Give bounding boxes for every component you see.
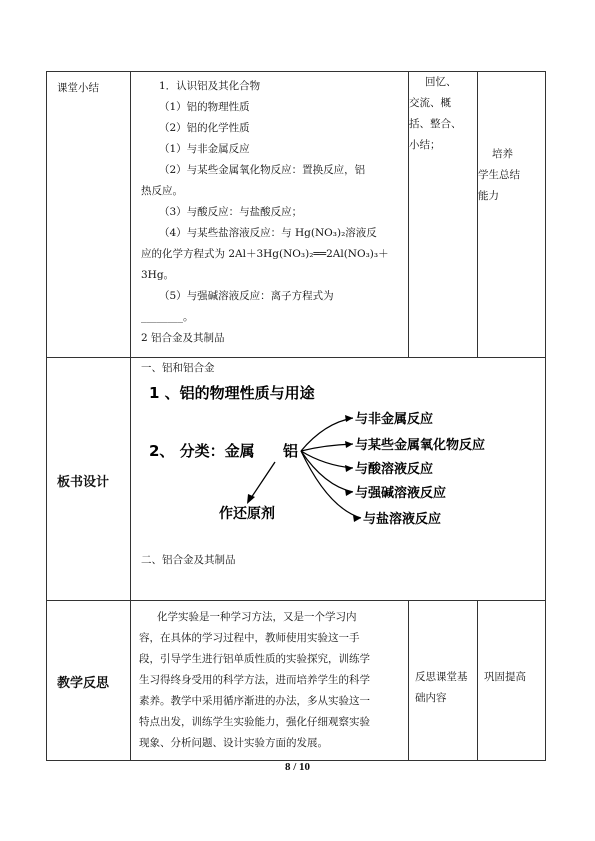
summary-goal [478, 72, 546, 358]
reflection-line: 现象、分析问题、设计实验方面的发展。 [139, 737, 328, 749]
reflection-line: 特点出发，训练学生实验能力，强化仔细观察实验 [139, 716, 370, 728]
reflection-line: 化学实验是一种学习方法，又是一个学习内 [157, 611, 357, 623]
activity-line: 础内容 [415, 691, 447, 704]
branch-line [301, 444, 353, 451]
arrow-reducer [251, 462, 275, 498]
goal-line: 学生总结 [478, 169, 520, 181]
reflection-line: 素养。教学中采用循序渐进的办法，多从实验这一 [139, 695, 370, 707]
summary-line: （2）与某些金属氧化物反应：置换反应，铝 [159, 164, 366, 176]
branch-line [301, 451, 353, 492]
arrow-head-reducer [247, 494, 255, 504]
branch-label: 与强碱溶液反应 [355, 486, 447, 501]
summary-header: 课堂小结 [47, 72, 131, 358]
reflection-row [47, 601, 546, 761]
board-header: 板书设计 [47, 358, 131, 601]
reflection-content [131, 601, 409, 761]
branch-arrow-head [345, 415, 353, 422]
summary-line: （1）与非金属反应 [159, 143, 250, 155]
reflection-header: 教学反思 [47, 601, 131, 761]
activity-line: 括、整合、 [409, 118, 462, 130]
board-diagram [131, 358, 545, 600]
summary-line: ________。 [141, 311, 194, 323]
branch-arrow-head [345, 489, 353, 496]
branch-label: 与某些金属氧化物反应 [355, 438, 486, 453]
branch-arrow-head [345, 465, 353, 472]
activity-line: 反思课堂基 [415, 670, 468, 683]
branch-arrow-head [345, 441, 353, 448]
branch-label: 与酸溶液反应 [355, 462, 434, 477]
branch-group [301, 411, 485, 527]
activity-line: 交流、概 [409, 97, 451, 109]
summary-row [47, 72, 546, 358]
goal-line: 巩固提高 [484, 671, 526, 683]
summary-line: 3Hg。 [141, 269, 175, 281]
branch-line [301, 451, 361, 518]
summary-activity [409, 72, 478, 358]
activity-line: 小结； [409, 139, 441, 151]
board-title-2: 2、 分类：金属 [149, 442, 255, 460]
summary-line: （2）铝的化学性质 [159, 122, 250, 134]
board-center: 铝 [283, 442, 299, 460]
lesson-table [46, 71, 546, 761]
goal-line: 能力 [478, 190, 499, 202]
summary-line: 2 铝合金及其制品 [141, 332, 225, 344]
board-title-1: 1 、铝的物理性质与用途 [149, 384, 315, 402]
branch-label: 与盐溶液反应 [363, 512, 442, 527]
summary-line: （5）与强碱溶液反应：离子方程式为 [159, 290, 334, 302]
reflection-line: 段，引导学生进行铝单质性质的实验探究，训练学 [139, 653, 370, 665]
summary-content [131, 72, 409, 358]
summary-line: （3）与酸反应：与盐酸反应； [159, 206, 303, 218]
branch-label: 与非金属反应 [355, 412, 434, 427]
board-row [47, 358, 546, 601]
board-section-1: 一、铝和铝合金 [141, 362, 215, 374]
summary-line: （1）铝的物理性质 [159, 101, 250, 113]
board-content [131, 358, 546, 601]
summary-line: 应的化学方程式为 2Al＋3Hg(NO₃)₂══2Al(NO₃)₃＋ [141, 248, 389, 260]
reflection-goal [478, 601, 546, 761]
reflection-line: 容，在具体的学习过程中，教师使用实验这一手 [139, 632, 360, 644]
activity-line: 回忆、 [425, 76, 457, 88]
page-number: 8 / 10 [284, 761, 311, 773]
board-section-2: 二、铝合金及其制品 [141, 554, 236, 566]
summary-line: 热反应。 [141, 185, 183, 197]
summary-line: （4）与某些盐溶液反应：与 Hg(NO₃)₂溶液反 [159, 227, 377, 239]
goal-line: 培养 [492, 148, 513, 160]
summary-line: 1．认识铝及其化合物 [159, 80, 261, 92]
reflection-line: 生习得终身受用的科学方法，进而培养学生的科学 [139, 674, 370, 686]
reflection-activity [409, 601, 478, 761]
board-reducer: 作还原剂 [219, 506, 275, 522]
